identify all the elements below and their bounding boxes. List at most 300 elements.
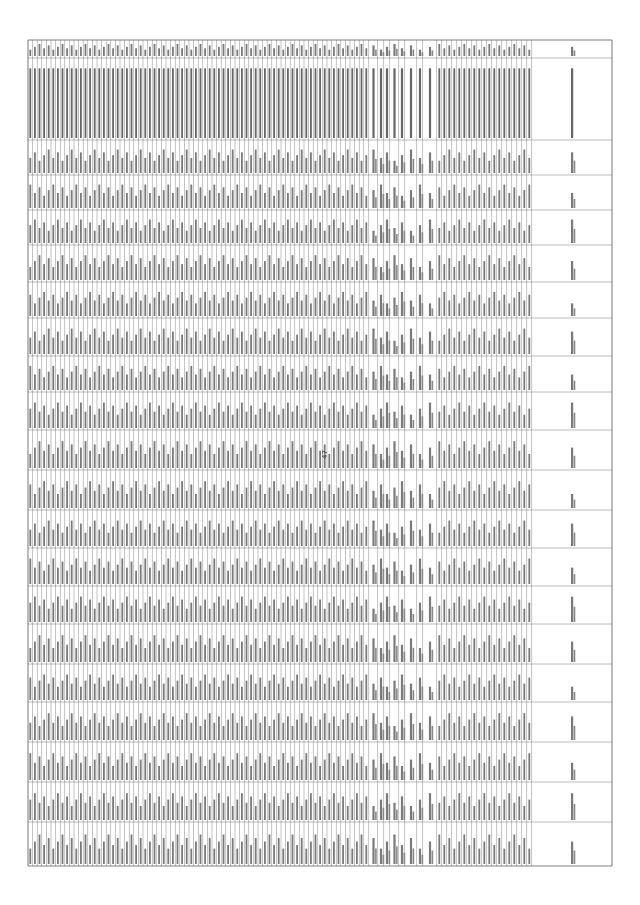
table-cell-text bbox=[149, 261, 151, 280]
table-cell-text bbox=[66, 264, 68, 280]
table-cell-text bbox=[52, 185, 54, 208]
table-cell-text bbox=[154, 533, 156, 546]
table-cell-text bbox=[372, 372, 374, 390]
table-cell-text bbox=[241, 220, 243, 243]
table-cell-text bbox=[287, 220, 289, 243]
table-cell-text bbox=[458, 597, 460, 622]
table-cell-text bbox=[98, 225, 100, 243]
table-cell-text bbox=[393, 255, 395, 280]
table-cell-text bbox=[429, 793, 431, 820]
table-cell-text bbox=[375, 307, 377, 316]
table-cell-text bbox=[112, 48, 114, 56]
table-cell-text bbox=[478, 849, 480, 864]
table-cell-text bbox=[181, 48, 183, 56]
table-cell-text bbox=[135, 600, 137, 622]
table-cell-text bbox=[163, 415, 165, 428]
table-cell-text bbox=[518, 845, 520, 864]
table-cell-text bbox=[163, 190, 165, 208]
table-cell-text bbox=[488, 533, 490, 546]
table-cell-text bbox=[195, 68, 197, 138]
table-cell-text bbox=[144, 723, 146, 740]
table-cell-text bbox=[232, 760, 234, 780]
table-cell-text bbox=[158, 222, 160, 243]
table-cell-text bbox=[523, 190, 525, 208]
table-cell-text bbox=[528, 559, 530, 584]
table-cell-text bbox=[356, 687, 358, 700]
table-cell-text bbox=[163, 760, 165, 780]
table-cell-text bbox=[347, 565, 349, 584]
table-cell-text bbox=[386, 375, 388, 390]
table-cell-text bbox=[190, 366, 192, 390]
table-cell-text bbox=[66, 527, 68, 546]
table-cell-text bbox=[135, 645, 137, 662]
table-cell-text bbox=[571, 152, 573, 173]
table-cell-text bbox=[57, 332, 59, 354]
table-cell-text bbox=[190, 723, 192, 740]
table-cell-text bbox=[163, 444, 165, 468]
table-cell-text bbox=[410, 190, 412, 208]
table-cell-text bbox=[528, 603, 530, 622]
table-cell-text bbox=[227, 600, 229, 622]
table-cell-text bbox=[250, 451, 252, 468]
table-cell-text bbox=[71, 258, 73, 280]
table-cell-text bbox=[319, 527, 321, 546]
table-cell-text bbox=[438, 533, 440, 546]
table-cell-text bbox=[154, 255, 156, 280]
table-cell-text bbox=[85, 635, 87, 662]
table-cell-text bbox=[269, 341, 271, 354]
table-cell-text bbox=[443, 600, 445, 622]
table-cell-text bbox=[523, 760, 525, 780]
table-cell-text bbox=[342, 377, 344, 390]
table-cell-text bbox=[29, 267, 31, 280]
table-cell-text bbox=[117, 45, 119, 56]
table-cell-text bbox=[386, 332, 388, 354]
table-cell-text bbox=[112, 155, 114, 173]
table-cell-text bbox=[365, 645, 367, 662]
table-cell-text bbox=[342, 222, 344, 243]
table-cell-text bbox=[383, 855, 385, 864]
table-cell-text bbox=[528, 409, 530, 428]
table-cell-text bbox=[498, 684, 500, 700]
table-cell-text bbox=[131, 187, 133, 208]
table-cell-text bbox=[305, 338, 307, 354]
table-cell-text bbox=[438, 681, 440, 700]
table-cell-text bbox=[112, 796, 114, 820]
table-cell-text bbox=[571, 763, 573, 780]
table-cell-text bbox=[52, 454, 54, 468]
table-cell-text bbox=[410, 301, 412, 316]
table-cell-text bbox=[347, 838, 349, 864]
table-cell-text bbox=[39, 341, 41, 354]
table-cell-text bbox=[448, 444, 450, 468]
table-cell-text bbox=[410, 150, 412, 173]
table-cell-text bbox=[351, 530, 353, 546]
table-cell-text bbox=[380, 225, 382, 243]
table-cell-text bbox=[319, 264, 321, 280]
table-cell-text bbox=[422, 569, 424, 584]
table-cell-text bbox=[255, 760, 257, 780]
table-cell-text bbox=[287, 842, 289, 864]
table-cell-text bbox=[518, 222, 520, 243]
table-cell-text bbox=[269, 635, 271, 662]
table-cell-text bbox=[324, 150, 326, 173]
table-cell-text bbox=[478, 185, 480, 208]
table-cell-text bbox=[89, 645, 91, 662]
table-cell-text bbox=[48, 638, 50, 662]
table-cell-text bbox=[483, 193, 485, 208]
table-cell-text bbox=[213, 603, 215, 622]
table-cell-text bbox=[103, 763, 105, 780]
table-cell-text bbox=[386, 494, 388, 508]
table-cell-text bbox=[413, 498, 415, 508]
table-cell-text bbox=[393, 341, 395, 354]
table-cell-text bbox=[296, 451, 298, 468]
table-cell-text bbox=[296, 571, 298, 584]
table-cell-text bbox=[89, 451, 91, 468]
table-cell-text bbox=[218, 524, 220, 546]
table-cell-text bbox=[227, 796, 229, 820]
table-cell-text bbox=[34, 716, 36, 740]
table-cell-text bbox=[57, 568, 59, 584]
table-cell-text bbox=[401, 292, 403, 316]
table-cell-text bbox=[410, 684, 412, 700]
table-cell-text bbox=[43, 675, 45, 700]
table-cell-text bbox=[571, 375, 573, 390]
table-cell-text bbox=[372, 329, 374, 354]
table-cell-text bbox=[483, 597, 485, 622]
table-cell-text bbox=[213, 68, 215, 138]
table-cell-text bbox=[356, 763, 358, 780]
table-cell-text bbox=[319, 48, 321, 56]
table-cell-text bbox=[383, 536, 385, 546]
table-cell-text bbox=[443, 845, 445, 864]
table-cell-text bbox=[29, 559, 31, 584]
table-cell-text bbox=[292, 835, 294, 864]
table-cell-text bbox=[574, 456, 576, 468]
table-cell-text bbox=[71, 491, 73, 508]
table-cell-text bbox=[473, 806, 475, 820]
table-cell-text bbox=[39, 68, 41, 138]
table-cell-text bbox=[186, 565, 188, 584]
table-cell-text bbox=[463, 255, 465, 280]
table-cell-text bbox=[43, 451, 45, 468]
table-cell-text bbox=[213, 185, 215, 208]
table-cell-text bbox=[269, 606, 271, 622]
table-cell-text bbox=[396, 234, 398, 243]
table-cell-text bbox=[177, 681, 179, 700]
table-cell-text bbox=[209, 760, 211, 780]
table-cell-text bbox=[52, 723, 54, 740]
table-cell-text bbox=[361, 44, 363, 56]
table-cell-text bbox=[213, 338, 215, 354]
table-cell-text bbox=[419, 68, 421, 138]
table-cell-text bbox=[75, 723, 77, 740]
table-cell-text bbox=[43, 48, 45, 56]
table-cell-text bbox=[241, 193, 243, 208]
table-cell-text bbox=[571, 524, 573, 546]
table-cell-text bbox=[571, 403, 573, 428]
table-cell-text bbox=[39, 562, 41, 584]
table-cell-text bbox=[103, 524, 105, 546]
table-cell-text bbox=[172, 152, 174, 173]
table-cell-text bbox=[478, 454, 480, 468]
table-cell-text bbox=[190, 50, 192, 56]
table-cell-text bbox=[241, 524, 243, 546]
table-cell-text bbox=[48, 684, 50, 700]
table-cell-text bbox=[473, 521, 475, 546]
table-cell-text bbox=[269, 298, 271, 316]
table-cell-text bbox=[310, 842, 312, 864]
table-cell-text bbox=[223, 635, 225, 662]
table-cell-text bbox=[351, 849, 353, 864]
table-cell-text bbox=[71, 444, 73, 468]
table-cell-text bbox=[144, 295, 146, 316]
table-cell-text bbox=[574, 574, 576, 584]
table-cell-text bbox=[473, 301, 475, 316]
table-cell-text bbox=[389, 726, 391, 740]
table-cell-text bbox=[528, 267, 530, 280]
table-cell-text bbox=[255, 638, 257, 662]
table-cell-text bbox=[172, 261, 174, 280]
table-cell-text bbox=[478, 530, 480, 546]
table-cell-text bbox=[438, 726, 440, 740]
table-cell-text bbox=[269, 488, 271, 508]
table-cell-text bbox=[48, 231, 50, 243]
table-cell-text bbox=[57, 68, 59, 138]
table-cell-text bbox=[71, 521, 73, 546]
table-cell-text bbox=[342, 196, 344, 208]
table-cell-text bbox=[52, 484, 54, 508]
table-cell-text bbox=[523, 301, 525, 316]
table-cell-text bbox=[236, 454, 238, 468]
table-cell-text bbox=[112, 675, 114, 700]
table-cell-text bbox=[380, 849, 382, 864]
table-cell-text bbox=[227, 377, 229, 390]
table-cell-text bbox=[372, 150, 374, 173]
table-cell-text bbox=[177, 726, 179, 740]
table-cell-text bbox=[478, 158, 480, 173]
table-cell-text bbox=[154, 488, 156, 508]
table-cell-text bbox=[319, 766, 321, 780]
table-cell-text bbox=[473, 372, 475, 390]
table-cell-text bbox=[57, 303, 59, 316]
table-cell-text bbox=[513, 68, 515, 138]
table-cell-text bbox=[419, 338, 421, 354]
table-cell-text bbox=[223, 228, 225, 243]
table-cell-text bbox=[144, 648, 146, 662]
table-cell-text bbox=[43, 155, 45, 173]
table-cell-text bbox=[255, 565, 257, 584]
table-cell-text bbox=[401, 335, 403, 354]
table-cell-text bbox=[80, 193, 82, 208]
table-cell-text bbox=[528, 530, 530, 546]
table-cell-text bbox=[443, 196, 445, 208]
table-cell-text bbox=[338, 756, 340, 780]
table-cell-text bbox=[131, 412, 133, 428]
table-cell-text bbox=[438, 835, 440, 864]
table-cell-text bbox=[117, 372, 119, 390]
table-cell-text bbox=[429, 375, 431, 390]
table-cell-text bbox=[144, 484, 146, 508]
table-cell-text bbox=[375, 236, 377, 243]
table-cell-text bbox=[301, 45, 303, 56]
table-cell-text bbox=[167, 338, 169, 354]
table-cell-text bbox=[305, 530, 307, 546]
table-cell-text bbox=[39, 412, 41, 428]
table-cell-text bbox=[121, 409, 123, 428]
table-cell-text bbox=[574, 726, 576, 740]
table-cell-text bbox=[85, 369, 87, 390]
table-cell-text bbox=[305, 559, 307, 584]
table-cell-text bbox=[513, 488, 515, 508]
table-cell-text bbox=[458, 375, 460, 390]
table-cell-text bbox=[523, 372, 525, 390]
table-cell-text bbox=[172, 642, 174, 662]
table-cell-text bbox=[62, 228, 64, 243]
table-cell-text bbox=[66, 48, 68, 56]
table-cell-text bbox=[236, 225, 238, 243]
table-cell-text bbox=[351, 158, 353, 173]
table-cell-text bbox=[453, 723, 455, 740]
table-cell-text bbox=[66, 68, 68, 138]
table-cell-text bbox=[186, 444, 188, 468]
table-cell-text bbox=[574, 199, 576, 208]
table-cell-text bbox=[315, 161, 317, 173]
table-cell-text bbox=[432, 574, 434, 584]
table-cell-text bbox=[66, 377, 68, 390]
table-cell-text bbox=[172, 687, 174, 700]
table-cell-text bbox=[498, 190, 500, 208]
table-cell-text bbox=[255, 806, 257, 820]
table-cell-text bbox=[523, 444, 525, 468]
table-cell-text bbox=[513, 726, 515, 740]
table-cell-text bbox=[278, 806, 280, 820]
table-cell-text bbox=[380, 678, 382, 700]
table-cell-text bbox=[52, 338, 54, 354]
table-cell-text bbox=[167, 800, 169, 820]
table-cell-text bbox=[574, 50, 576, 56]
table-cell-text bbox=[315, 606, 317, 622]
table-cell-text bbox=[43, 481, 45, 508]
table-cell-text bbox=[140, 68, 142, 138]
table-cell-text bbox=[89, 68, 91, 138]
table-cell-text bbox=[112, 406, 114, 428]
table-cell-text bbox=[493, 527, 495, 546]
table-cell-text bbox=[209, 609, 211, 622]
table-cell-text bbox=[453, 225, 455, 243]
table-cell-text bbox=[57, 642, 59, 662]
table-cell-text bbox=[158, 406, 160, 428]
table-cell-text bbox=[356, 332, 358, 354]
table-cell-text bbox=[328, 50, 330, 56]
table-cell-text bbox=[413, 236, 415, 243]
table-cell-text bbox=[273, 451, 275, 468]
table-cell-text bbox=[209, 329, 211, 354]
table-cell-text bbox=[94, 684, 96, 700]
table-cell-text bbox=[246, 255, 248, 280]
table-cell-text bbox=[236, 158, 238, 173]
table-cell-text bbox=[410, 760, 412, 780]
table-cell-text bbox=[458, 568, 460, 584]
table-cell-text bbox=[181, 264, 183, 280]
table-cell-text bbox=[204, 155, 206, 173]
table-cell-text bbox=[422, 303, 424, 316]
table-cell-text bbox=[305, 409, 307, 428]
table-cell-text bbox=[292, 187, 294, 208]
table-cell-text bbox=[80, 68, 82, 138]
table-cell-text bbox=[154, 68, 156, 138]
table-cell-text bbox=[181, 222, 183, 243]
table-cell-text bbox=[85, 681, 87, 700]
table-cell-text bbox=[493, 196, 495, 208]
table-cell-text bbox=[186, 760, 188, 780]
table-cell-text bbox=[126, 687, 128, 700]
table-cell-text bbox=[386, 448, 388, 468]
table-cell-text bbox=[103, 220, 105, 243]
table-cell-text bbox=[328, 648, 330, 662]
table-cell-text bbox=[443, 571, 445, 584]
table-cell-text bbox=[438, 562, 440, 584]
table-cell-text bbox=[167, 366, 169, 390]
table-cell-text bbox=[232, 150, 234, 173]
table-cell-text bbox=[85, 187, 87, 208]
table-cell-text bbox=[347, 258, 349, 280]
table-cell-text bbox=[287, 193, 289, 208]
table-cell-text bbox=[503, 678, 505, 700]
table-cell-text bbox=[473, 329, 475, 354]
table-cell-text bbox=[186, 329, 188, 354]
table-cell-text bbox=[287, 303, 289, 316]
table-cell-text bbox=[250, 720, 252, 740]
table-cell-text bbox=[163, 372, 165, 390]
table-cell-text bbox=[131, 726, 133, 740]
table-cell-text bbox=[34, 568, 36, 584]
table-cell-text bbox=[419, 454, 421, 468]
table-cell-text bbox=[351, 225, 353, 243]
table-cell-text bbox=[292, 533, 294, 546]
table-cell-text bbox=[419, 295, 421, 316]
table-cell-text bbox=[361, 187, 363, 208]
table-cell-text bbox=[404, 342, 406, 354]
table-cell-text bbox=[103, 47, 105, 56]
table-cell-text bbox=[292, 756, 294, 780]
table-cell-text bbox=[468, 481, 470, 508]
table-cell-text bbox=[117, 609, 119, 622]
table-cell-text bbox=[419, 800, 421, 820]
table-cell-text bbox=[227, 527, 229, 546]
table-cell-text bbox=[259, 295, 261, 316]
table-cell-text bbox=[103, 303, 105, 316]
table-cell-text bbox=[163, 258, 165, 280]
table-cell-text bbox=[85, 68, 87, 138]
table-cell-text bbox=[246, 681, 248, 700]
table-cell-text bbox=[126, 642, 128, 662]
table-cell-text bbox=[375, 420, 377, 428]
table-cell-text bbox=[273, 600, 275, 622]
table-cell-text bbox=[287, 716, 289, 740]
table-cell-text bbox=[301, 806, 303, 820]
table-cell-text bbox=[401, 766, 403, 780]
table-cell-text bbox=[140, 415, 142, 428]
table-cell-text bbox=[117, 713, 119, 740]
table-cell-text bbox=[255, 491, 257, 508]
table-cell-text bbox=[404, 231, 406, 243]
table-cell-text bbox=[282, 648, 284, 662]
table-cell-text bbox=[66, 335, 68, 354]
table-cell-text bbox=[200, 44, 202, 56]
table-cell-text bbox=[422, 376, 424, 390]
